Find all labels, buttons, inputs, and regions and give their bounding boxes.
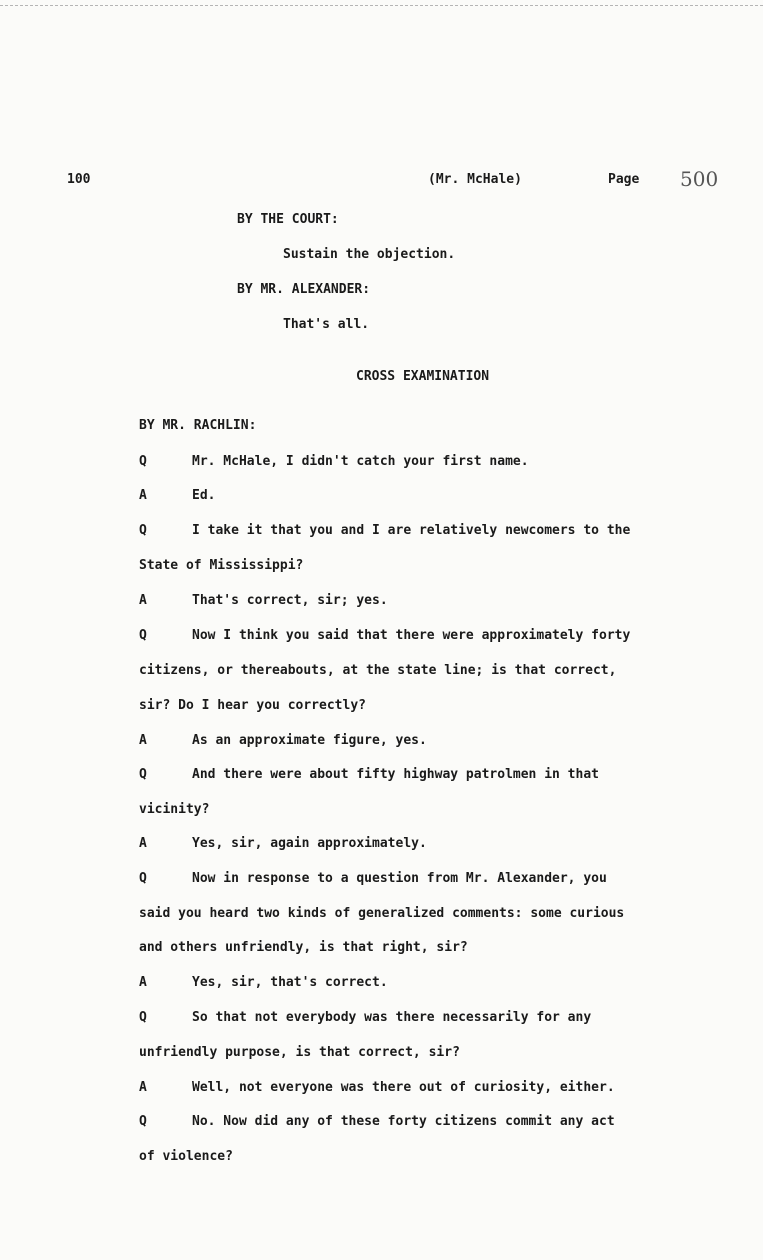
page-label: Page bbox=[608, 172, 640, 187]
qa-text: Ed. bbox=[192, 488, 216, 503]
speaker-label: BY MR. ALEXANDER: bbox=[237, 282, 371, 297]
qa-text-continued: unfriendly purpose, is that correct, sir? bbox=[139, 1045, 460, 1060]
qa-marker: A bbox=[139, 975, 147, 990]
qa-text-continued: said you heard two kinds of generalized comments: some curious bbox=[139, 906, 625, 921]
statement: Sustain the objection. bbox=[283, 247, 456, 262]
qa-text-continued: and others unfriendly, is that right, sir? bbox=[139, 940, 468, 955]
qa-text: Now in response to a question from Mr. Alexander, you bbox=[192, 871, 607, 886]
transcript-line-number: 100 bbox=[67, 172, 91, 187]
qa-text-continued: vicinity? bbox=[139, 802, 210, 817]
qa-text: Now I think you said that there were approximately forty bbox=[192, 628, 631, 643]
statement: That's all. bbox=[283, 317, 370, 332]
qa-marker: Q bbox=[139, 454, 147, 469]
top-rule bbox=[0, 0, 763, 6]
qa-text: That's correct, sir; yes. bbox=[192, 593, 388, 608]
qa-text: Yes, sir, that's correct. bbox=[192, 975, 388, 990]
qa-text: Yes, sir, again approximately. bbox=[192, 836, 427, 851]
examiner-label: BY MR. RACHLIN: bbox=[139, 418, 257, 433]
qa-marker: A bbox=[139, 836, 147, 851]
page-number: 500 bbox=[680, 167, 719, 191]
qa-marker: A bbox=[139, 1080, 147, 1095]
qa-marker: A bbox=[139, 733, 147, 748]
qa-text: And there were about fifty highway patrolmen in that bbox=[192, 767, 599, 782]
qa-text: Well, not everyone was there out of curiosity, either. bbox=[192, 1080, 615, 1095]
section-heading: CROSS EXAMINATION bbox=[356, 369, 490, 384]
qa-text: So that not everybody was there necessarily for any bbox=[192, 1010, 592, 1025]
qa-text-continued: citizens, or thereabouts, at the state line; is that correct, bbox=[139, 663, 617, 678]
qa-text: Mr. McHale, I didn't catch your first name. bbox=[192, 454, 529, 469]
qa-marker: Q bbox=[139, 1010, 147, 1025]
qa-marker: A bbox=[139, 593, 147, 608]
qa-text-continued: of violence? bbox=[139, 1149, 233, 1164]
qa-marker: Q bbox=[139, 1114, 147, 1129]
qa-marker: A bbox=[139, 488, 147, 503]
qa-text: As an approximate figure, yes. bbox=[192, 733, 427, 748]
qa-text: I take it that you and I are relatively newcomers to the bbox=[192, 523, 631, 538]
qa-marker: Q bbox=[139, 523, 147, 538]
qa-text: No. Now did any of these forty citizens commit any act bbox=[192, 1114, 615, 1129]
qa-text-continued: sir? Do I hear you correctly? bbox=[139, 698, 366, 713]
witness-name: (Mr. McHale) bbox=[428, 172, 522, 187]
qa-text-continued: State of Mississippi? bbox=[139, 558, 304, 573]
qa-marker: Q bbox=[139, 767, 147, 782]
qa-marker: Q bbox=[139, 628, 147, 643]
speaker-label: BY THE COURT: bbox=[237, 212, 339, 227]
qa-marker: Q bbox=[139, 871, 147, 886]
